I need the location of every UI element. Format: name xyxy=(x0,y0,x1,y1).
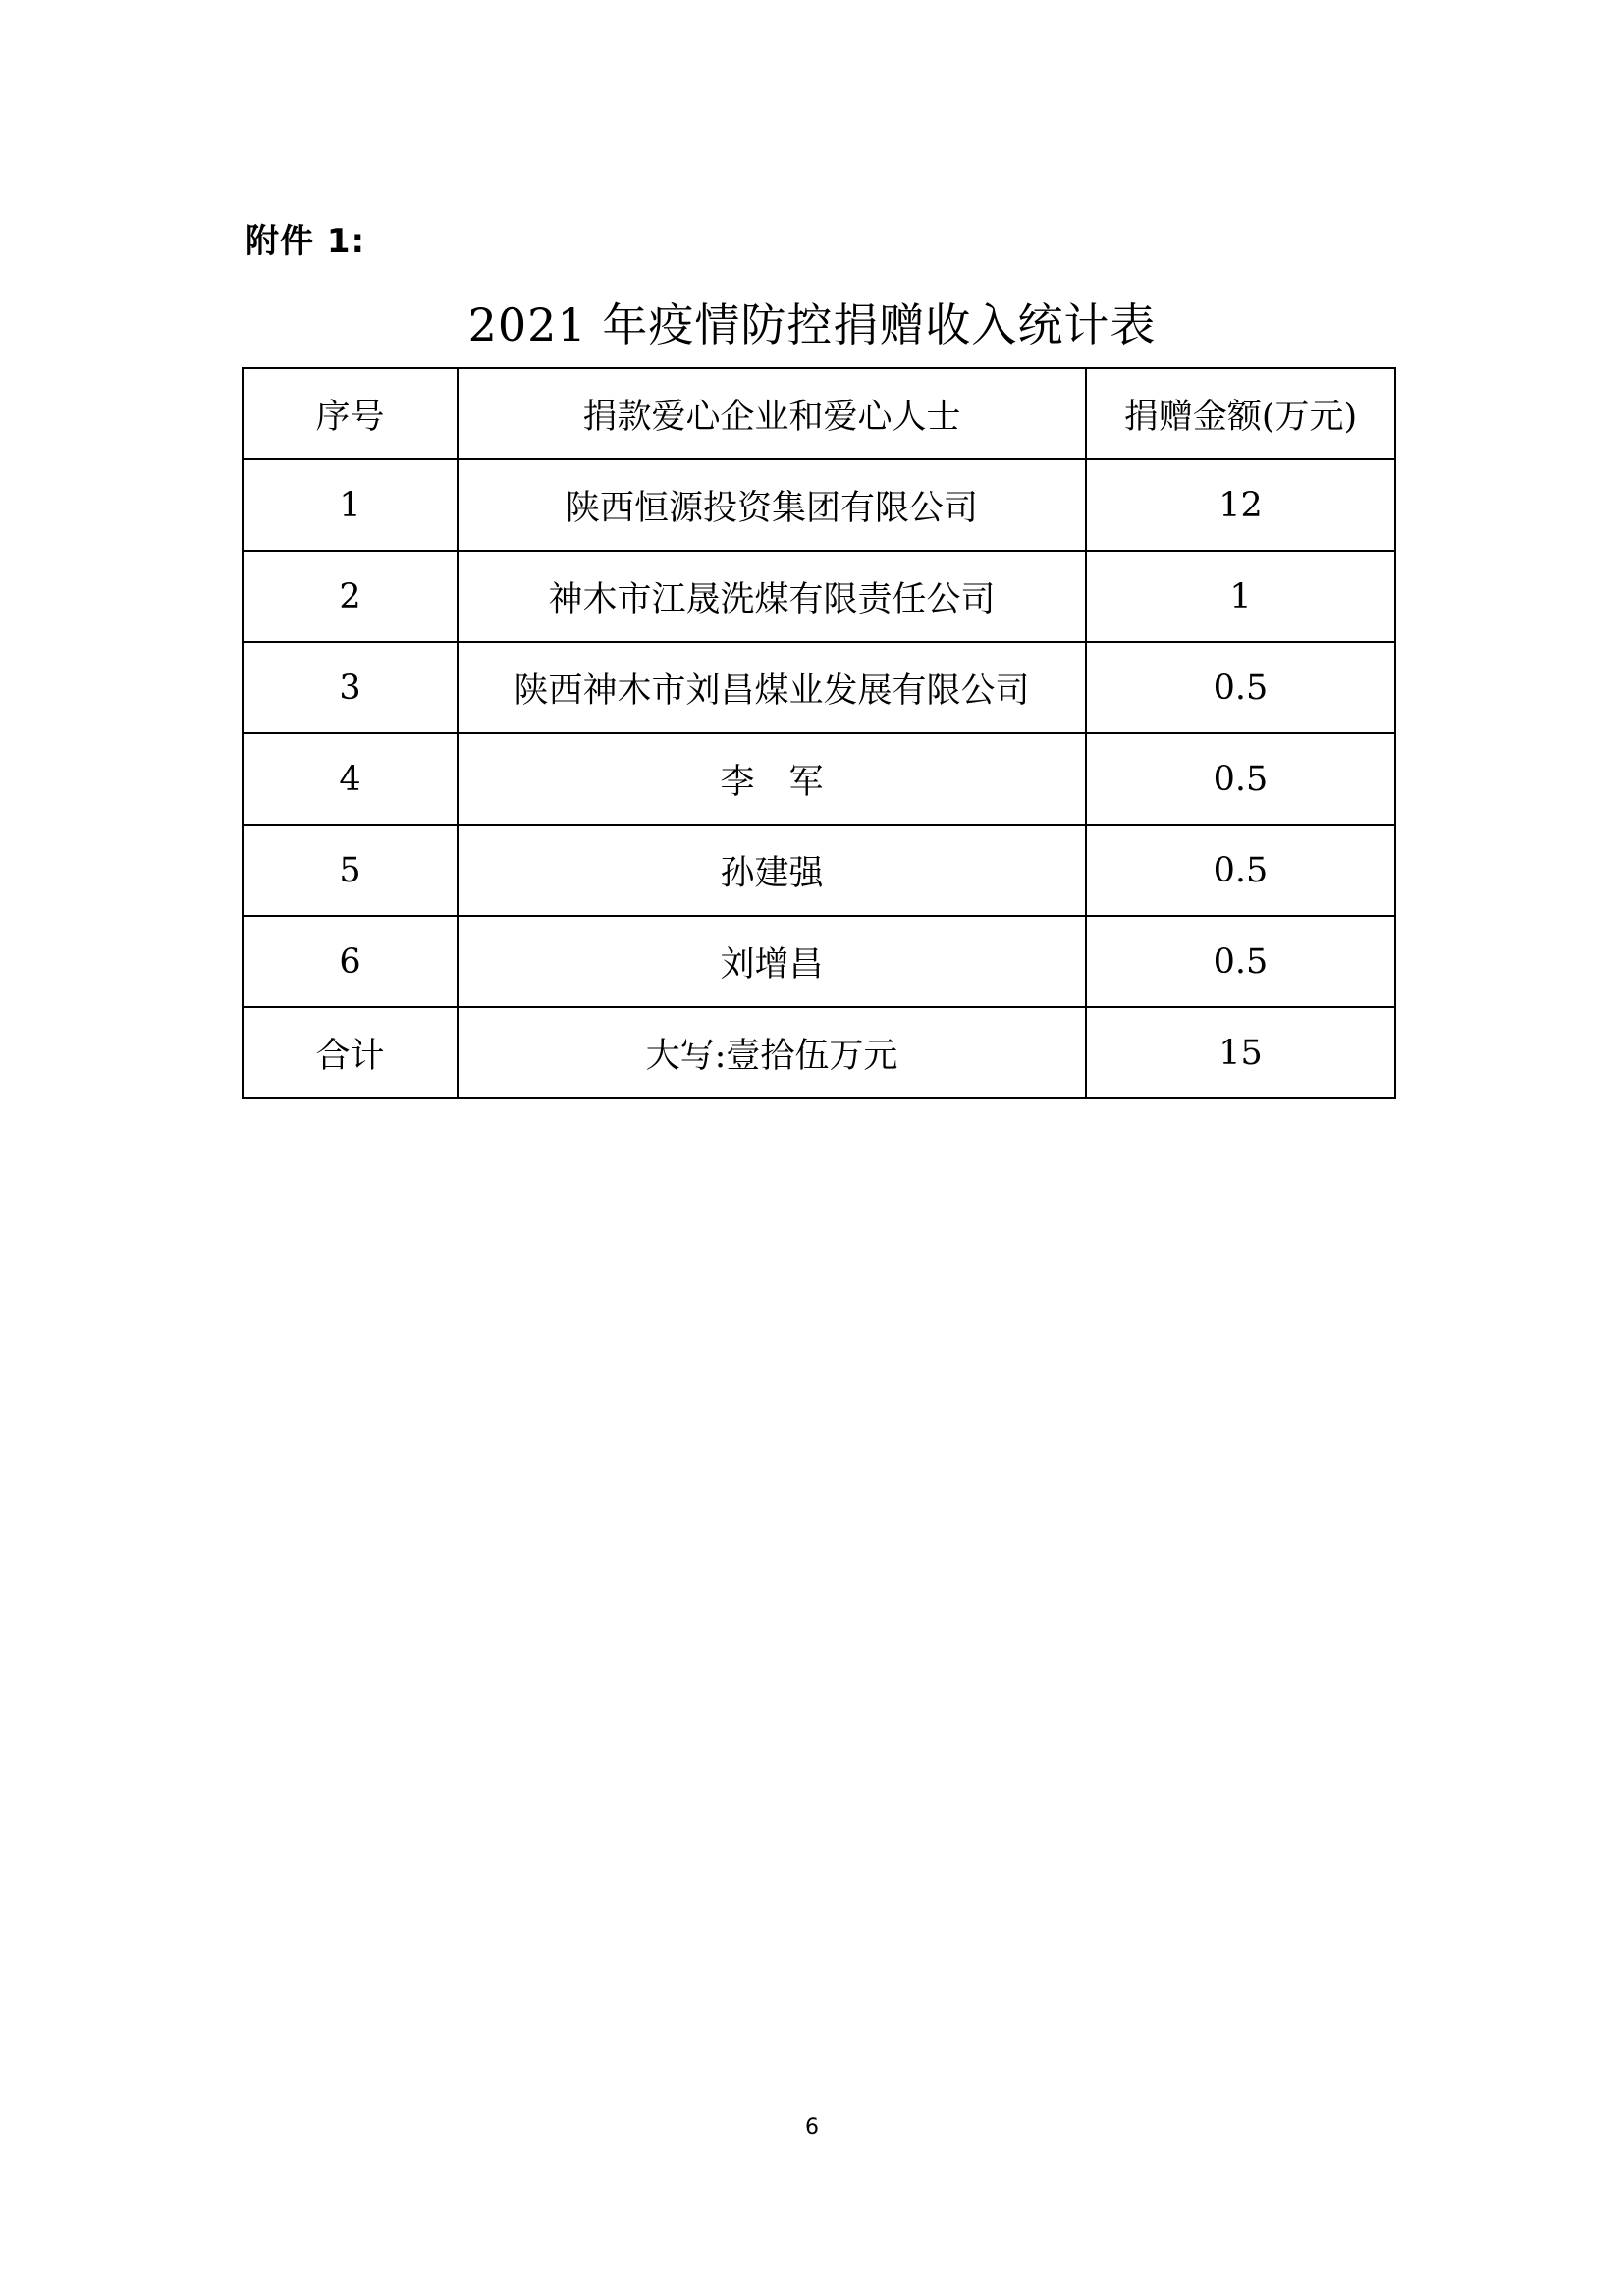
total-label: 合计 xyxy=(243,1007,458,1098)
total-in-words: 大写:壹拾伍万元 xyxy=(458,1007,1086,1098)
row-donor: 刘增昌 xyxy=(458,916,1086,1007)
row-donor: 陕西神木市刘昌煤业发展有限公司 xyxy=(458,642,1086,733)
header-amount: 捐赠金额(万元) xyxy=(1086,368,1395,459)
row-amount: 0.5 xyxy=(1086,916,1395,1007)
row-amount: 1 xyxy=(1086,551,1395,642)
table-total-row xyxy=(243,1007,1395,1098)
row-donor: 孙建强 xyxy=(458,825,1086,916)
row-serial: 1 xyxy=(243,459,458,551)
table-row xyxy=(243,916,1395,1007)
row-serial: 2 xyxy=(243,551,458,642)
total-amount: 15 xyxy=(1086,1007,1395,1098)
table-header-row xyxy=(243,368,1395,459)
row-donor: 神木市江晟洗煤有限责任公司 xyxy=(458,551,1086,642)
row-donor: 李 军 xyxy=(458,733,1086,825)
row-amount: 0.5 xyxy=(1086,733,1395,825)
row-amount: 0.5 xyxy=(1086,642,1395,733)
header-serial: 序号 xyxy=(243,368,458,459)
document-title: 2021 年疫情防控捐赠收入统计表 xyxy=(467,298,1157,351)
row-serial: 6 xyxy=(243,916,458,1007)
donation-table xyxy=(242,367,1396,1099)
row-amount: 12 xyxy=(1086,459,1395,551)
row-donor: 陕西恒源投资集团有限公司 xyxy=(458,459,1086,551)
table-row xyxy=(243,825,1395,916)
attachment-label: 附件 1: xyxy=(245,222,366,261)
page-number: 6 xyxy=(805,2115,819,2140)
row-serial: 3 xyxy=(243,642,458,733)
table-row xyxy=(243,551,1395,642)
table-row xyxy=(243,733,1395,825)
table-row xyxy=(243,459,1395,551)
row-serial: 5 xyxy=(243,825,458,916)
table-row xyxy=(243,642,1395,733)
header-donor: 捐款爱心企业和爱心人士 xyxy=(458,368,1086,459)
row-serial: 4 xyxy=(243,733,458,825)
row-amount: 0.5 xyxy=(1086,825,1395,916)
